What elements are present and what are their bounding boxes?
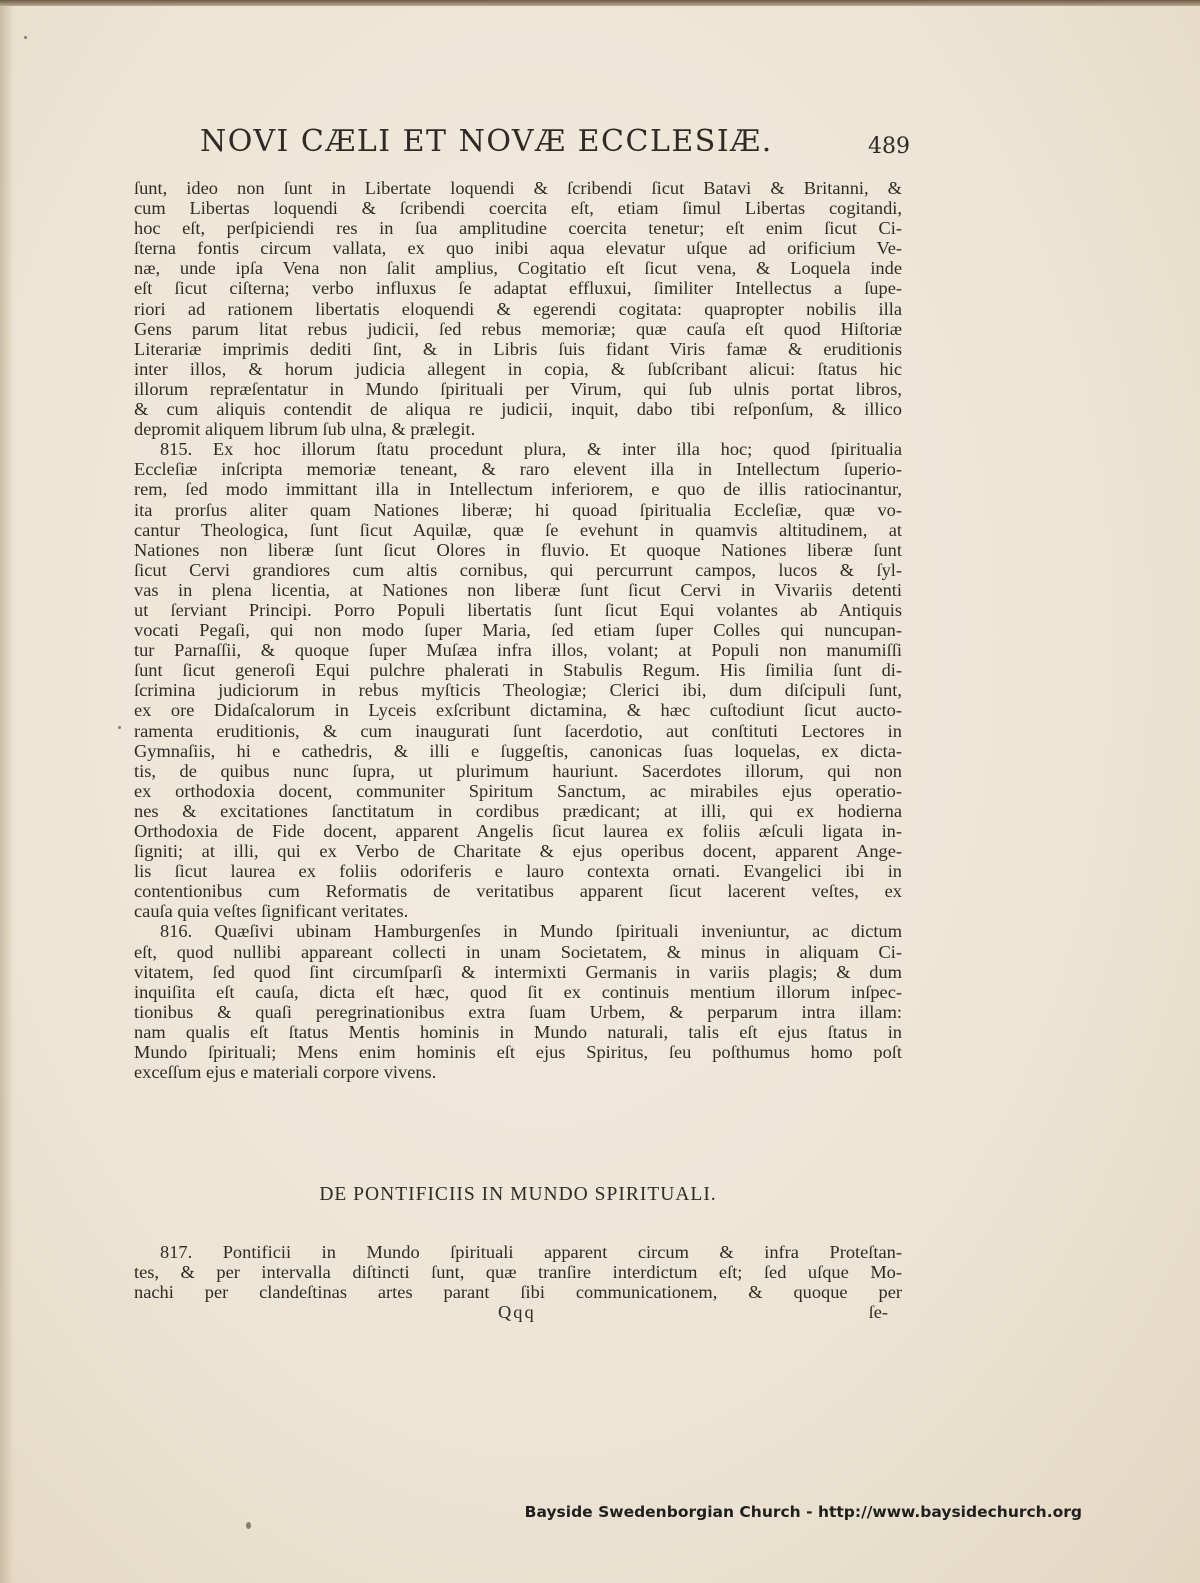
text-line: illorum repræſentatur in Mundo ſpirituali per Virum, qui ſub ulnis portat libros, <box>134 378 902 399</box>
text-line: & cum aliquis contendit de aliqua re judicii, inquit, dabo tibi reſponſum, & illico <box>134 399 902 420</box>
text-line: rem, ſed modo immittant illa in Intellectum inferiorem, e quo de illis ratiocinantur, <box>134 479 902 500</box>
text-line: ſterna fontis circum vallata, ex quo inibi aqua elevatur uſque ad orificium Ve- <box>134 238 902 259</box>
text-line: ſunt, ideo non ſunt in Libertate loquendi & ſcribendi ſicut Batavi & Britanni, & <box>134 178 902 198</box>
text-line: eſt ſicut ciſterna; verbo influxus ſe adaptat effluxui, ſimiliter Intellectus a ſupe- <box>134 278 902 299</box>
text-line: 817. Pontificii in Mundo ſpirituali apparent circum & infra Proteſtan- <box>160 1242 902 1262</box>
paragraph-817 <box>134 1242 902 1302</box>
text-line: tes, & per intervalla diſtincti ſunt, quæ tranſire interdictum eſt; ſed uſque Mo- <box>134 1262 902 1283</box>
section-heading: DE PONTIFICIIS IN MUNDO SPIRITUALI. <box>319 1184 717 1205</box>
text-line: nachi per clandeſtinas artes parant ſibi communicationem, & quoque per <box>134 1282 902 1303</box>
text-line: Literariæ imprimis dediti ſint, & in Libris ſuis fidant Viris famæ & eruditionis <box>134 338 902 359</box>
book-page <box>0 6 1200 1583</box>
text-line: tis, de quibus nunc ſupra, ut plurimum hauriunt. Sacerdotes illorum, qui non <box>134 760 902 781</box>
catchword: ſe- <box>868 1302 888 1322</box>
text-line: 816. Quæſivi ubinam Hamburgenſes in Mundo ſpirituali inveniuntur, ac dictum <box>160 921 902 942</box>
text-line: hoc eſt, perſpiciendi res in ſua amplitudine coercita tenetur; eſt enim ſicut Ci- <box>134 218 902 239</box>
text-line: tur Parnaſſii, & quoque ſuper Muſæa infra illos, volant; at Populi non manumiſſi <box>134 640 902 661</box>
text-line: ſigniti; at illi, qui ex Verbo de Charitate & ejus operibus docent, apparent Ange- <box>134 841 902 862</box>
text-line: ita prorſus aliter quam Nationes liberæ; hi quoad ſpiritualia Eccleſiæ, quæ vo- <box>134 499 902 520</box>
text-line: nes & excitationes ſanctitatum in cordibus prædicant; at illi, qui ex hodierna <box>134 800 902 821</box>
text-line: ſcrimina judiciorum in rebus myſticis Theologiæ; Clerici ibi, dum diſcipuli ſunt, <box>134 680 902 701</box>
text-line: ramenta eruditionis, & cum inaugurati ſunt ſacerdotio, aut conſtituti Lectores in <box>134 720 902 741</box>
signature-mark: Qqq <box>498 1302 536 1322</box>
text-line: Gens parum litat rebus judicii, ſed rebus memoriæ; quæ cauſa eſt quod Hiſtoriæ <box>134 318 902 339</box>
main-text <box>134 178 902 1082</box>
text-line: 815. Ex hoc illorum ſtatu procedunt plura, & inter illa hoc; quod ſpiritualia <box>160 439 902 460</box>
page-gutter-shadow <box>0 6 14 1583</box>
text-line: ſicut Cervi grandiores cum altis cornibus, qui percurrunt campos, lucos & ſyl- <box>134 559 902 580</box>
foxing-spot <box>24 36 27 39</box>
text-line: tionibus & quaſi peregrinationibus extra ſuam Urbem, & perparum intra illam: <box>134 1001 902 1022</box>
text-line: ex orthodoxia docent, communiter Spiritum Sanctum, ac mirabiles ejus operatio- <box>134 780 902 801</box>
text-line: cauſa quia veſtes ſignificant veritates. <box>134 901 409 922</box>
text-line: vas in plena licentia, at Nationes non liberæ ſunt ſicut Cervi in Vivariis detenti <box>134 579 902 600</box>
text-line: Eccleſiæ inſcripta memoriæ teneant, & raro elevent illa in Intellectum ſuperio- <box>134 459 902 480</box>
text-line: ut ſerviant Principi. Porro Populi libertatis ſunt ſicut Equi volantes ab Antiquis <box>134 599 902 620</box>
page-footer <box>134 1302 902 1324</box>
text-line: ſunt ſicut generoſi Equi pulchre phalerati in Stabulis Regum. His ſimilia ſunt di- <box>134 660 902 681</box>
text-line: inquiſita eſt cauſa, dicta eſt hæc, quod ſit ex continuis mentium illorum inſpec- <box>134 981 902 1002</box>
text-line: inter illos, & horum judicia allegent in copia, & ſubſcribant alicui: ſtatus hic <box>134 358 902 379</box>
foxing-spot <box>246 1522 251 1529</box>
text-line: Gymnaſiis, hi e cathedris, & illi e ſuggeſtis, canonicas ſuas loquelas, ex dicta- <box>134 740 902 761</box>
text-line: riori ad rationem libertatis eloquendi & egerendi cogitata: quapropter nobilis illa <box>134 298 902 319</box>
text-line: vocati Pegaſi, qui non modo ſuper Maria, ſed etiam ſuper Colles qui nuncupan- <box>134 620 902 641</box>
text-line: depromit aliquem librum ſub ulna, & prælegit. <box>134 419 476 440</box>
text-line: eſt, quod nullibi appareant collecti in unam Societatem, & minus in aliquam Ci- <box>134 941 902 962</box>
page-header <box>200 124 920 168</box>
paragraph-816 <box>134 921 902 1082</box>
text-line: Nationes non liberæ ſunt ſicut Olores in fluvio. Et quoque Nationes liberæ ſunt <box>134 539 902 560</box>
text-line: Orthodoxia de Fide docent, apparent Angelis ſicut laurea ex foliis æſculi ligata in- <box>134 821 902 841</box>
section-text <box>134 1242 902 1302</box>
foxing-spot <box>118 726 121 729</box>
text-line: lis ſicut laurea ex foliis odoriferis e lauro contexta ornati. Evangelici ibi in <box>134 861 902 882</box>
text-line: contentionibus cum Reformatis de veritatibus apparent ſicut lacerent veſtes, ex <box>134 881 902 902</box>
watermark-credit: Bayside Swedenborgian Church - http://www.baysidechurch.org <box>524 1503 1082 1521</box>
page-number: 489 <box>868 134 910 159</box>
text-line: ex ore Didaſcalorum in Lyceis exſcribunt dictamina, & hæc cuſtodiunt ſicut aucto- <box>134 700 902 721</box>
text-line: næ, unde ipſa Vena non ſalit amplius, Cogitatio eſt ſicut vena, & Loquela inde <box>134 258 902 279</box>
text-line: cum Libertas loquendi & ſcribendi coercita eſt, etiam ſimul Libertas cogitandi, <box>134 198 902 219</box>
text-line: Mundo ſpirituali; Mens enim hominis eſt ejus Spiritus, ſeu poſthumus homo poſt <box>134 1042 902 1063</box>
text-line: exceſſum ejus e materiali corpore vivens. <box>134 1062 437 1083</box>
text-line: cantur Theologica, ſunt ſicut Aquilæ, quæ ſe evehunt in quamvis altitudinem, at <box>134 519 902 540</box>
paragraph-815 <box>134 439 902 921</box>
paragraph-continued <box>134 178 902 439</box>
running-title: NOVI CÆLI ET NOVÆ ECCLESIÆ. <box>200 124 773 159</box>
text-line: nam qualis eſt ſtatus Mentis hominis in Mundo naturali, talis eſt ejus ſtatus in <box>134 1021 902 1042</box>
text-line: vitatem, ſed quod ſint circumſparſi & intermixti Germanis in variis plagis; & dum <box>134 961 902 982</box>
